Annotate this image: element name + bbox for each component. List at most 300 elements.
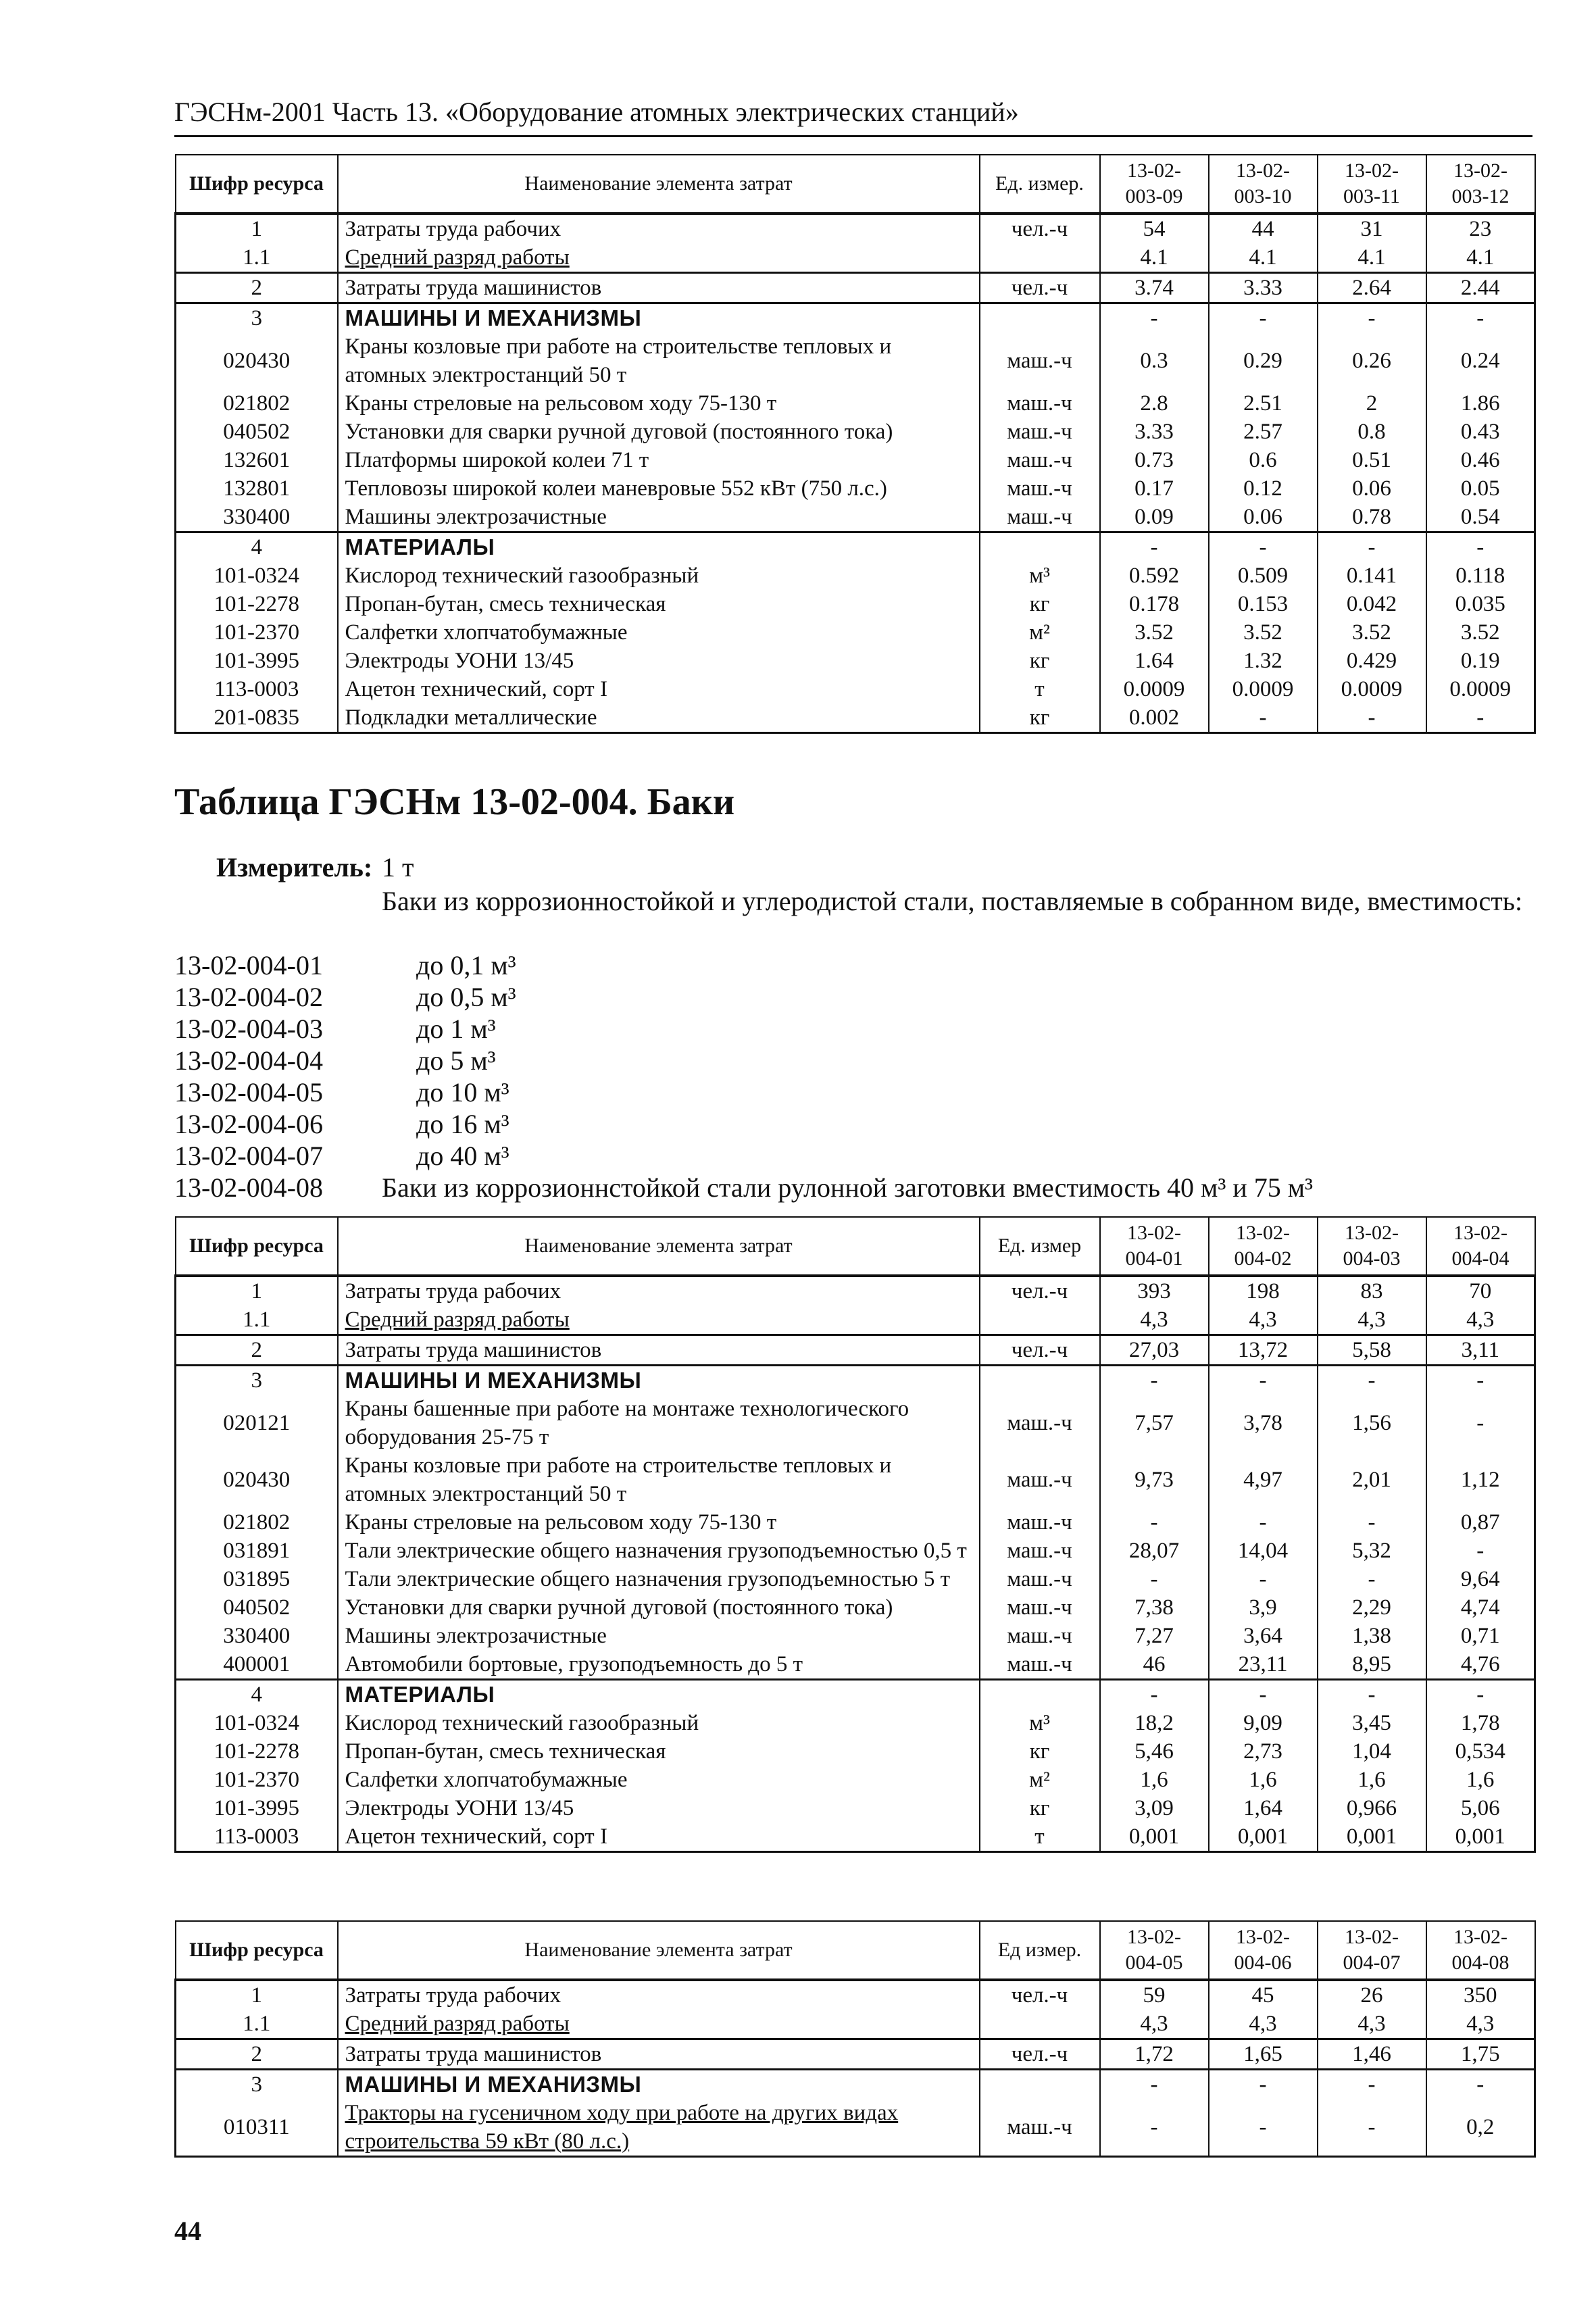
norm-value-cell: 0.0009 [1100,675,1209,703]
resource-code-cell: 010311 [176,2099,338,2157]
norm-value-cell: 4,3 [1426,2010,1535,2039]
cost-element-name-cell [338,1650,980,1680]
column-header-code: Шифр ресурса [176,1921,338,1980]
norm-value-cell: 2 [1318,389,1426,418]
table-body [176,214,1535,733]
cost-element-name-cell [338,214,980,243]
table-row [176,243,1535,273]
norm-item [174,1076,1532,1108]
unit-cell: чел.-ч [980,273,1100,303]
cost-element-name-cell-text: Ацетон технический, сорт I [345,1824,607,1849]
cost-element-name-cell [338,1335,980,1366]
norm-item-description: до 16 м³ [416,1109,509,1139]
norm-value-cell: 1,75 [1426,2039,1535,2070]
cost-element-name-cell [338,1737,980,1766]
cost-element-name-cell [338,1680,980,1710]
table-row [176,1276,1535,1305]
column-header-norm: 13-02- 004-05 [1100,1921,1209,1980]
table-row [176,1451,1535,1508]
unit-cell [980,243,1100,273]
resource-code-cell: 031895 [176,1565,338,1593]
norm-value-cell: 4,3 [1209,1305,1318,1335]
unit-cell: маш.-ч [980,389,1100,418]
norm-value-cell: 0.042 [1318,590,1426,618]
cost-element-name-cell [338,1622,980,1650]
column-header-norm: 13-02- 004-07 [1318,1921,1426,1980]
norm-value-cell: 9,09 [1209,1709,1318,1737]
unit-cell: чел.-ч [980,1980,1100,2010]
norm-value-cell: 1,72 [1100,2039,1209,2070]
norm-item [174,981,1532,1013]
group-row [176,2070,1535,2099]
norm-value-cell: 2.44 [1426,273,1535,303]
norm-value-cell: 4.1 [1318,243,1426,273]
unit-cell: маш.-ч [980,1508,1100,1537]
norm-value-cell: 3.52 [1100,618,1209,647]
norm-value-cell: 8,95 [1318,1650,1426,1680]
cost-element-name-cell-text: Пропан-бутан, смесь техническая [345,592,666,616]
resource-table-004-a [174,1216,1536,1853]
table-row [176,2010,1535,2039]
norm-item [174,1140,1532,1172]
resource-code-cell: 020430 [176,332,338,389]
unit-cell: маш.-ч [980,332,1100,389]
cost-element-name-cell-text: Кислород технический газообразный [345,564,699,588]
norm-value-cell: 0.24 [1426,332,1535,389]
resource-code-cell: 101-2278 [176,1737,338,1766]
norm-value-cell: 28,07 [1100,1537,1209,1565]
table-row [176,1980,1535,2010]
norm-value-cell: 2.51 [1209,389,1318,418]
norm-value-cell: 9,64 [1426,1565,1535,1593]
column-header-name: Наименование элемента затрат [338,155,980,214]
unit-cell [980,532,1100,562]
unit-cell: м² [980,618,1100,647]
cost-element-name-cell [338,1822,980,1852]
resource-code-cell: 2 [176,273,338,303]
cost-element-name-cell-text: МАШИНЫ И МЕХАНИЗМЫ [345,2072,642,2097]
resource-code-cell: 040502 [176,1593,338,1622]
norm-value-cell: - [1318,1366,1426,1395]
column-header-norm: 13-02- 003-11 [1318,155,1426,214]
resource-code-cell: 020430 [176,1451,338,1508]
group-row [176,1366,1535,1395]
norm-item [174,1045,1532,1076]
norm-value-cell: 0.141 [1318,562,1426,590]
cost-element-name-cell-text: Средний разряд работы [345,245,570,270]
norm-value-cell: 0.06 [1209,503,1318,532]
norm-value-cell: 4.1 [1100,243,1209,273]
unit-cell: чел.-ч [980,214,1100,243]
norm-value-cell: 1,12 [1426,1451,1535,1508]
table-row [176,418,1535,446]
unit-cell: кг [980,703,1100,733]
table-row [176,1650,1535,1680]
norm-value-cell: 3.52 [1318,618,1426,647]
resource-code-cell: 113-0003 [176,1822,338,1852]
cost-element-name-cell [338,332,980,389]
norm-value-cell: 0.035 [1426,590,1535,618]
resource-code-cell: 1.1 [176,2010,338,2039]
table-row [176,1737,1535,1766]
unit-cell: м³ [980,1709,1100,1737]
unit-cell: маш.-ч [980,2099,1100,2157]
resource-code-cell: 330400 [176,503,338,532]
norm-value-cell: 393 [1100,1276,1209,1305]
cost-element-name-cell [338,1508,980,1537]
norm-value-cell: - [1318,1508,1426,1537]
cost-element-name-cell-text: Средний разряд работы [345,2012,570,2036]
unit-cell: м² [980,1766,1100,1794]
norm-value-cell: 46 [1100,1650,1209,1680]
table-row [176,1305,1535,1335]
resource-code-cell: 201-0835 [176,703,338,733]
norm-value-cell: 23 [1426,214,1535,243]
norm-value-cell: 0.8 [1318,418,1426,446]
norm-value-cell: 2.57 [1209,418,1318,446]
unit-cell [980,2010,1100,2039]
resource-code-cell: 021802 [176,389,338,418]
norm-value-cell: 0.6 [1209,446,1318,474]
table-row [176,1593,1535,1622]
unit-cell: кг [980,1737,1100,1766]
norm-item [174,1013,1532,1045]
norm-value-cell: 70 [1426,1276,1535,1305]
column-header-name: Наименование элемента затрат [338,1217,980,1276]
unit-cell: кг [980,1794,1100,1822]
cost-element-name-cell [338,1766,980,1794]
norm-item-code: 13-02-004-06 [174,1109,323,1139]
column-header-norm: 13-02- 004-01 [1100,1217,1209,1276]
norm-value-cell: 14,04 [1209,1537,1318,1565]
cost-element-name-cell [338,675,980,703]
norm-value-cell: 4,76 [1426,1650,1535,1680]
norm-value-cell: 0.3 [1100,332,1209,389]
norm-value-cell: 0,71 [1426,1622,1535,1650]
unit-cell [980,1305,1100,1335]
cost-element-name-cell-text: Затраты труда машинистов [345,276,602,300]
norm-value-cell: 2.64 [1318,273,1426,303]
resource-code-cell: 132801 [176,474,338,503]
table-row [176,273,1535,303]
cost-element-name-cell-text: Тракторы на гусеничном ходу при работе на других видах строительства 59 кВт (80 л.с.) [345,2101,899,2154]
norm-value-cell: 4,3 [1209,2010,1318,2039]
cost-element-name-cell [338,1794,980,1822]
cost-element-name-cell [338,418,980,446]
unit-cell: маш.-ч [980,1537,1100,1565]
unit-cell: маш.-ч [980,474,1100,503]
column-header-code: Шифр ресурса [176,1217,338,1276]
table-header [176,1217,1535,1276]
resource-code-cell: 101-0324 [176,1709,338,1737]
norm-value-cell: 44 [1209,214,1318,243]
norm-value-cell: 1,6 [1426,1766,1535,1794]
cost-element-name-cell-text: Краны козловые при работе на строительстве тепловых и атомных электростанций 50 т [345,334,892,387]
cost-element-name-cell-text: Электроды УОНИ 13/45 [345,649,574,673]
cost-element-name-cell [338,2010,980,2039]
norm-item-code: 13-02-004-05 [174,1077,323,1107]
norm-item-description: до 5 м³ [416,1045,496,1076]
norm-value-cell: 0.78 [1318,503,1426,532]
norm-item-description: до 0,5 м³ [416,982,516,1012]
norm-value-cell: 0.17 [1100,474,1209,503]
cost-element-name-cell [338,618,980,647]
norm-value-cell: 1,46 [1318,2039,1426,2070]
unit-cell: маш.-ч [980,1622,1100,1650]
cost-element-name-cell [338,1980,980,2010]
norm-value-cell: 3.52 [1426,618,1535,647]
resource-code-cell: 1.1 [176,243,338,273]
header-rule [174,135,1532,137]
resource-code-cell: 2 [176,2039,338,2070]
cost-element-name-cell-text: Установки для сварки ручной дуговой (постоянного тока) [345,1595,893,1620]
norm-value-cell: 23,11 [1209,1650,1318,1680]
norm-value-cell: 4,3 [1426,1305,1535,1335]
norm-value-cell: 0.429 [1318,647,1426,675]
norm-value-cell: - [1209,1565,1318,1593]
norm-value-cell: 27,03 [1100,1335,1209,1366]
unit-cell [980,1680,1100,1710]
cost-element-name-cell [338,1451,980,1508]
norm-item-description: до 10 м³ [416,1077,509,1107]
cost-element-name-cell-text: МАШИНЫ И МЕХАНИЗМЫ [345,305,642,330]
table-header [176,1921,1535,1980]
cost-element-name-cell-text: Пропан-бутан, смесь техническая [345,1739,666,1764]
norm-value-cell: - [1426,1680,1535,1710]
table-row [176,675,1535,703]
norm-value-cell: 0.0009 [1209,675,1318,703]
cost-element-name-cell-text: Кислород технический газообразный [345,1711,699,1735]
norm-value-cell: 0.73 [1100,446,1209,474]
norm-value-cell: 3.74 [1100,273,1209,303]
norm-value-cell: 0.002 [1100,703,1209,733]
norm-value-cell: 83 [1318,1276,1426,1305]
norm-value-cell: 4,3 [1318,2010,1426,2039]
table-row [176,647,1535,675]
column-header-norm: 13-02- 004-04 [1426,1217,1535,1276]
resource-code-cell: 101-2278 [176,590,338,618]
norm-value-cell: 7,38 [1100,1593,1209,1622]
resource-code-cell: 101-3995 [176,647,338,675]
group-row [176,303,1535,333]
norm-value-cell: - [1318,1680,1426,1710]
norm-value-cell: 9,73 [1100,1451,1209,1508]
cost-element-name-cell [338,303,980,333]
norm-value-cell: - [1426,1395,1535,1451]
norm-value-cell: 3,64 [1209,1622,1318,1650]
resource-code-cell: 4 [176,532,338,562]
norm-value-cell: - [1426,1366,1535,1395]
norm-value-cell: 0.46 [1426,446,1535,474]
cost-element-name-cell-text: Средний разряд работы [345,1308,570,1332]
cost-element-name-cell [338,1276,980,1305]
cost-element-name-cell [338,703,980,733]
resource-code-cell: 040502 [176,418,338,446]
norm-value-cell: 1,65 [1209,2039,1318,2070]
unit-cell: чел.-ч [980,1276,1100,1305]
cost-element-name-cell [338,2099,980,2157]
norm-value-cell: - [1426,532,1535,562]
norm-value-cell: 0.153 [1209,590,1318,618]
norm-item-description: до 0,1 м³ [416,950,516,980]
norm-value-cell: - [1318,303,1426,333]
cost-element-name-cell-text: Затраты труда машинистов [345,2042,602,2066]
table-row [176,1335,1535,1366]
norm-value-cell: 4,3 [1318,1305,1426,1335]
norm-value-cell: 31 [1318,214,1426,243]
cost-element-name-cell-text: Тепловозы широкой колеи маневровые 552 кВт (750 л.с.) [345,476,887,501]
norm-value-cell: - [1100,303,1209,333]
norm-value-cell: 0.51 [1318,446,1426,474]
norm-value-cell: 1,04 [1318,1737,1426,1766]
resource-table-003 [174,154,1536,734]
norm-value-cell: 1,38 [1318,1622,1426,1650]
cost-element-name-cell-text: Машины электрозачистные [345,1624,607,1648]
norm-value-cell: 3,11 [1426,1335,1535,1366]
norm-value-cell: 1.86 [1426,389,1535,418]
column-header-norm: 13-02- 003-10 [1209,155,1318,214]
resource-code-cell: 1.1 [176,1305,338,1335]
norm-value-cell: - [1318,532,1426,562]
norm-value-cell: 3,9 [1209,1593,1318,1622]
unit-cell: т [980,1822,1100,1852]
cost-element-name-cell [338,273,980,303]
table-row [176,562,1535,590]
norm-value-cell: 2,29 [1318,1593,1426,1622]
norm-value-cell: 0.43 [1426,418,1535,446]
table-row [176,1794,1535,1822]
norm-value-cell: 5,58 [1318,1335,1426,1366]
resource-code-cell: 113-0003 [176,675,338,703]
norm-value-cell: 2,73 [1209,1737,1318,1766]
table-row [176,503,1535,532]
cost-element-name-cell [338,562,980,590]
cost-element-name-cell [338,389,980,418]
norm-value-cell: 1.64 [1100,647,1209,675]
norm-value-cell: 0,001 [1426,1822,1535,1852]
cost-element-name-cell-text: МАШИНЫ И МЕХАНИЗМЫ [345,1368,642,1393]
norm-value-cell: 18,2 [1100,1709,1209,1737]
norm-value-cell: - [1426,703,1535,733]
norm-value-cell: - [1100,1565,1209,1593]
resource-code-cell: 132601 [176,446,338,474]
unit-cell: маш.-ч [980,1650,1100,1680]
norm-value-cell: 0.26 [1318,332,1426,389]
norm-value-cell: 1,64 [1209,1794,1318,1822]
resource-code-cell: 3 [176,1366,338,1395]
norm-value-cell: 1,6 [1318,1766,1426,1794]
norm-value-cell: 0.178 [1100,590,1209,618]
unit-cell [980,2070,1100,2099]
cost-element-name-cell-text: Тали электрические общего назначения грузоподъемностью 5 т [345,1567,951,1591]
running-title: ГЭСНм-2001 Часть 13. «Оборудование атомных электрических станций» [174,97,1019,127]
norm-value-cell: - [1100,1508,1209,1537]
norm-value-cell: 3,45 [1318,1709,1426,1737]
unit-cell [980,303,1100,333]
resource-code-cell: 330400 [176,1622,338,1650]
page-number: 44 [174,2216,201,2246]
table-row [176,1622,1535,1650]
norm-value-cell: 1,56 [1318,1395,1426,1451]
table-row [176,2099,1535,2157]
resource-code-cell: 1 [176,1276,338,1305]
norm-item [174,949,1532,981]
table-row [176,618,1535,647]
norm-item-description: до 40 м³ [416,1141,509,1171]
table-row [176,389,1535,418]
norm-item-code: 13-02-004-08 [174,1172,323,1203]
resource-code-cell: 101-2370 [176,618,338,647]
cost-element-name-cell [338,1593,980,1622]
norm-value-cell: - [1209,2099,1318,2157]
norm-value-cell: - [1100,2099,1209,2157]
norm-value-cell: - [1209,1508,1318,1537]
resource-code-cell: 4 [176,1680,338,1710]
norm-item [174,1172,1532,1203]
norm-item-description: Баки из коррозионнстойкой стали рулонной заготовки вместимость 40 м³ и 75 м³ [382,1172,1314,1203]
cost-element-name-cell [338,590,980,618]
table-row [176,2039,1535,2070]
norm-value-cell: 5,06 [1426,1794,1535,1822]
norm-value-cell: 2.8 [1100,389,1209,418]
unit-cell: т [980,675,1100,703]
cost-element-name-cell [338,1305,980,1335]
norm-value-cell: 3.33 [1100,418,1209,446]
section-description: Баки из коррозионностойкой и углеродистой стали, поставляемые в собранном виде, вместимость: [382,886,1523,916]
table-row [176,1508,1535,1537]
norm-value-cell: 1,6 [1209,1766,1318,1794]
norm-value-cell: - [1209,2070,1318,2099]
resource-code-cell: 400001 [176,1650,338,1680]
cost-element-name-cell-text: Ацетон технический, сорт I [345,677,607,701]
cost-element-name-cell-text: Салфетки хлопчатобумажные [345,1768,628,1792]
column-header-norm: 13-02- 004-06 [1209,1921,1318,1980]
norm-item-code: 13-02-004-04 [174,1045,323,1076]
column-header-unit: Ед. измер [980,1217,1100,1276]
norm-value-cell: 13,72 [1209,1335,1318,1366]
group-row [176,1680,1535,1710]
norm-value-cell: 0,966 [1318,1794,1426,1822]
norm-value-cell: 3,78 [1209,1395,1318,1451]
cost-element-name-cell-text: Электроды УОНИ 13/45 [345,1796,574,1820]
norm-item-code: 13-02-004-01 [174,950,323,980]
cost-element-name-cell-text: Затраты труда рабочих [345,217,562,241]
resource-code-cell: 2 [176,1335,338,1366]
unit-cell [980,1366,1100,1395]
unit-cell: маш.-ч [980,1565,1100,1593]
resource-code-cell: 020121 [176,1395,338,1451]
cost-element-name-cell-text: МАТЕРИАЛЫ [345,534,495,559]
norm-value-cell: 0.592 [1100,562,1209,590]
table-row [176,703,1535,733]
norm-value-cell: 0.0009 [1426,675,1535,703]
norm-value-cell: 350 [1426,1980,1535,2010]
norm-value-cell: 0.05 [1426,474,1535,503]
norm-value-cell: 1,6 [1100,1766,1209,1794]
section-title: Таблица ГЭСНм 13-02-004. Баки [174,781,735,823]
cost-element-name-cell-text: Машины электрозачистные [345,505,607,529]
norm-value-cell: 198 [1209,1276,1318,1305]
norm-value-cell: - [1318,1565,1426,1593]
norm-value-cell: 0,001 [1100,1822,1209,1852]
norm-value-cell: 3.33 [1209,273,1318,303]
table-row [176,1709,1535,1737]
table-row [176,1822,1535,1852]
unit-cell: маш.-ч [980,503,1100,532]
cost-element-name-cell [338,446,980,474]
norm-value-cell: 0.19 [1426,647,1535,675]
norm-value-cell: 5,32 [1318,1537,1426,1565]
